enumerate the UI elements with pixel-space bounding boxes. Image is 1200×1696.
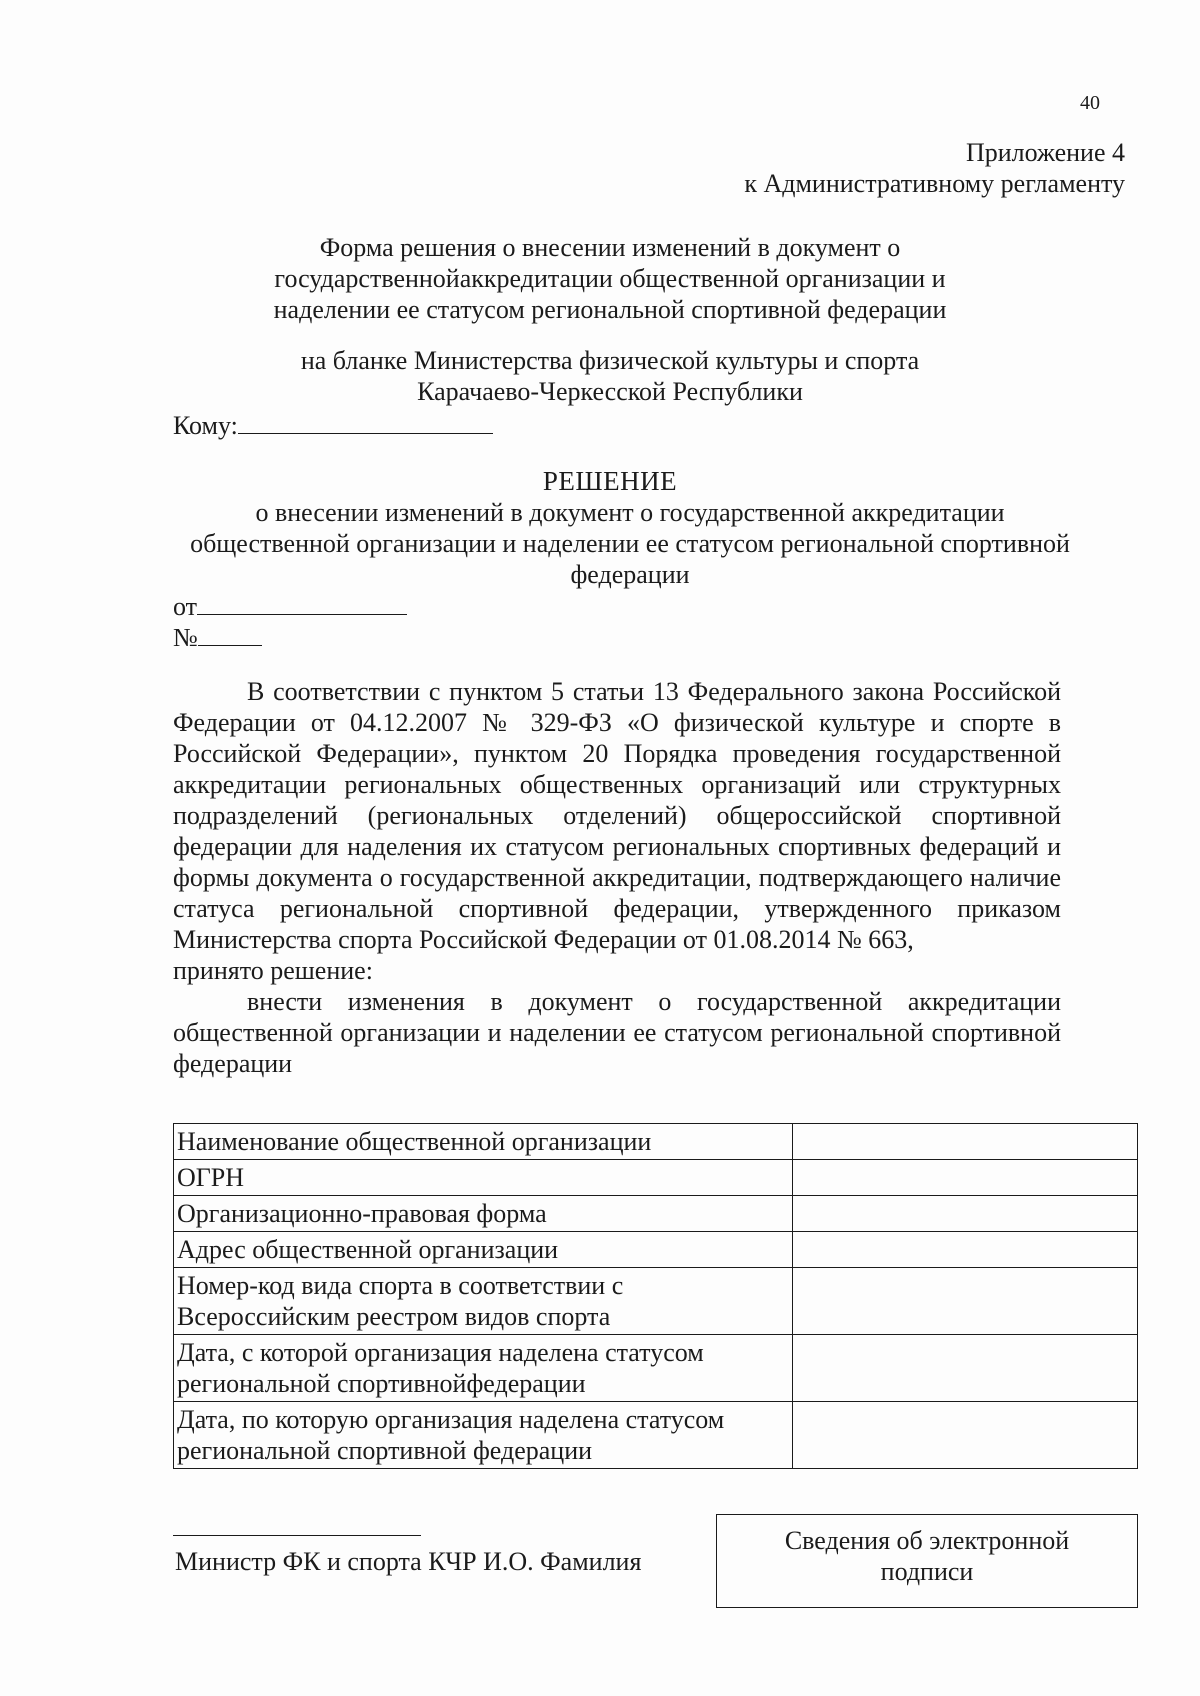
document-subject-line-3: федерации	[570, 560, 690, 589]
row-label: Адрес общественной организации	[174, 1232, 793, 1268]
table-row	[174, 1232, 1138, 1268]
page-number: 40	[1080, 92, 1100, 114]
document-subject-line-1: о внесении изменений в документ о государственной аккредитации	[255, 498, 1005, 527]
table-row	[174, 1196, 1138, 1232]
row-value	[793, 1196, 1138, 1232]
date-blank	[197, 592, 407, 615]
date-line	[173, 591, 407, 622]
body-text	[173, 676, 1061, 1079]
recipient-line	[173, 410, 493, 441]
row-value	[793, 1402, 1138, 1469]
recipient-label: Кому:	[173, 411, 238, 440]
row-label: Дата, с которой организация наделена статусом региональной спортивнойфедерации	[174, 1335, 793, 1402]
table-row	[174, 1160, 1138, 1196]
legal-basis-paragraph: В соответствии с пунктом 5 статьи 13 Федерального закона Российской Федерации от 04.12.2007 № 329-ФЗ «О физической культуре и спорте в Российской Федерации», пунктом 20 Порядка проведения государственной аккредитации региональных общественных организаций или структурных подразделений (региональных отделений) общероссийской спортивной федерации для наделения их статусом региональных спортивных федераций и формы документа о государственной аккредитации, подтверждающего наличие статуса региональной спортивной федерации, утвержденного приказом Министерства спорта Российской Федерации от 01.08.2014 № 663,	[173, 677, 1061, 954]
recipient-blank	[238, 411, 493, 434]
form-title-line-2: государственнойаккредитации общественной организации и	[274, 264, 946, 293]
number-line	[173, 622, 262, 653]
row-value	[793, 1335, 1138, 1402]
form-title	[180, 232, 1040, 325]
signer-name: Министр ФК и спорта КЧР И.О. Фамилия	[175, 1547, 642, 1576]
row-value	[793, 1232, 1138, 1268]
decision-intro: принято решение:	[173, 956, 373, 985]
table-row	[174, 1124, 1138, 1160]
date-label: от	[173, 592, 198, 621]
e-signature-line-2: подписи	[880, 1557, 974, 1586]
table-row	[174, 1268, 1138, 1335]
letterhead-note	[180, 345, 1040, 407]
e-signature-box	[716, 1514, 1138, 1608]
row-label: Дата, по которую организация наделена статусом региональной спортивной федерации	[174, 1402, 793, 1469]
number-label: №	[173, 623, 198, 652]
row-value	[793, 1268, 1138, 1335]
row-label: Наименование общественной организации	[174, 1124, 793, 1160]
table-row	[174, 1402, 1138, 1469]
e-signature-line-1: Сведения об электронной	[784, 1526, 1070, 1555]
document-subject	[150, 497, 1110, 590]
row-label: ОГРН	[174, 1160, 793, 1196]
number-blank	[198, 623, 262, 646]
row-value	[793, 1160, 1138, 1196]
letterhead-line-2: Карачаево-Черкесской Республики	[417, 377, 803, 406]
document-subject-line-2: общественной организации и наделении ее статусом региональной спортивной	[190, 529, 1070, 558]
row-label: Номер-код вида спорта в соответствии с Всероссийским реестром видов спорта	[174, 1268, 793, 1335]
appendix-line-2: к Административному регламенту	[744, 169, 1125, 198]
row-label: Организационно-правовая форма	[174, 1196, 793, 1232]
organization-info-table	[173, 1123, 1138, 1469]
form-title-line-1: Форма решения о внесении изменений в документ о	[319, 233, 901, 262]
document-type: РЕШЕНИЕ	[542, 466, 678, 496]
signature-line	[173, 1535, 421, 1536]
letterhead-line-1: на бланке Министерства физической культуры и спорта	[300, 346, 920, 375]
decision-paragraph: внести изменения в документ о государственной аккредитации общественной организации и наделении ее статусом региональной спортивной федерации	[173, 987, 1061, 1078]
appendix-line-1: Приложение 4	[965, 138, 1125, 167]
form-title-line-3: наделении ее статусом региональной спортивной федерации	[273, 295, 947, 324]
appendix-note	[744, 137, 1125, 199]
table-row	[174, 1335, 1138, 1402]
row-value	[793, 1124, 1138, 1160]
